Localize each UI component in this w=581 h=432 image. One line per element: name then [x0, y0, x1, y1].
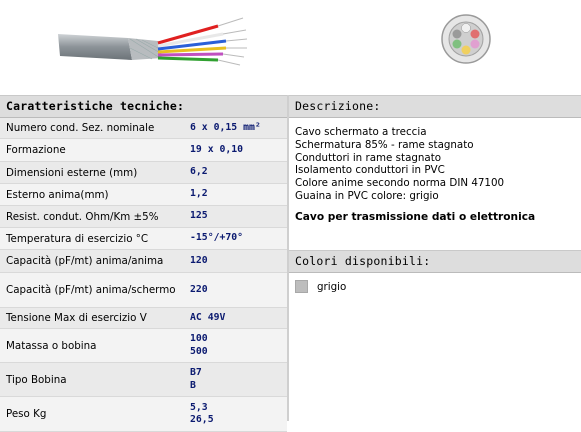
spec-value: 6 x 0,15 mm² — [190, 121, 261, 133]
spec-row — [0, 308, 287, 329]
spec-label: Temperatura di esercizio °C — [6, 232, 149, 245]
spec-label: Dimensioni esterne (mm) — [6, 166, 138, 179]
spec-row — [0, 273, 287, 308]
spec-label: Tensione Max di esercizio V — [6, 312, 147, 324]
spec-value: B — [190, 379, 196, 391]
spec-value: B7 — [190, 367, 202, 378]
spec-label: Formazione — [6, 144, 66, 156]
description-line: Colore anime secondo norma DIN 47100 — [295, 177, 505, 190]
spec-value: -15°/+70° — [190, 232, 244, 244]
specs-table — [0, 118, 287, 432]
spec-row — [0, 329, 287, 363]
spec-value: 26,5 — [190, 414, 214, 425]
spec-value: 125 — [190, 210, 208, 222]
spec-value: 6,2 — [190, 166, 208, 178]
description-highlight: Cavo per trasmissione dati o elettronica — [295, 210, 536, 223]
spec-value: 19 x 0,10 — [190, 143, 244, 155]
color-option-grigio — [289, 273, 581, 293]
spec-row — [0, 139, 287, 162]
description-line: Isolamento conduttori in PVC — [295, 164, 445, 177]
spec-label: Numero cond. Sez. nominale — [6, 122, 155, 134]
spec-label: Capacità (pF/mt) anima/schermo — [6, 284, 176, 296]
description-body — [289, 118, 581, 250]
specs-panel — [0, 95, 287, 425]
description-panel — [289, 95, 581, 421]
spec-row — [0, 228, 287, 250]
description-line: Schermatura 85% - rame stagnato — [295, 138, 474, 151]
spec-value: AC 49V — [190, 311, 226, 323]
spec-label: Matassa o bobina — [6, 339, 97, 352]
description-line: Guaina in PVC colore: grigio — [295, 189, 439, 202]
spec-row — [0, 162, 287, 184]
color-swatch — [295, 280, 308, 293]
spec-label: Tipo Bobina — [6, 373, 67, 386]
spec-row — [0, 118, 287, 139]
spec-row — [0, 206, 287, 228]
colors-title: Colori disponibili: — [289, 250, 581, 273]
spec-label: Peso Kg — [6, 408, 47, 420]
spec-value: 1,2 — [190, 188, 208, 200]
cable-section-image — [440, 13, 492, 65]
spec-value: 220 — [190, 283, 208, 295]
description-title: Descrizione: — [289, 95, 581, 118]
spec-row — [0, 363, 287, 397]
description-line: Cavo schermato a treccia — [295, 126, 427, 138]
description-line: Conduttori in rame stagnato — [295, 151, 442, 164]
spec-row — [0, 250, 287, 273]
spec-value: 120 — [190, 254, 208, 266]
spec-label: Esterno anima(mm) — [6, 188, 109, 201]
specs-title: Caratteristiche tecniche: — [0, 95, 287, 118]
spec-row — [0, 397, 287, 432]
spec-label: Resist. condut. Ohm/Km ±5% — [6, 210, 159, 223]
cable-image — [58, 8, 248, 73]
spec-value: 500 — [190, 345, 208, 357]
spec-row — [0, 184, 287, 206]
spec-value: 100 — [190, 333, 208, 344]
spec-value: 5,3 — [190, 401, 208, 413]
color-name: grigio — [317, 280, 347, 293]
spec-label: Capacità (pF/mt) anima/anima — [6, 255, 164, 267]
